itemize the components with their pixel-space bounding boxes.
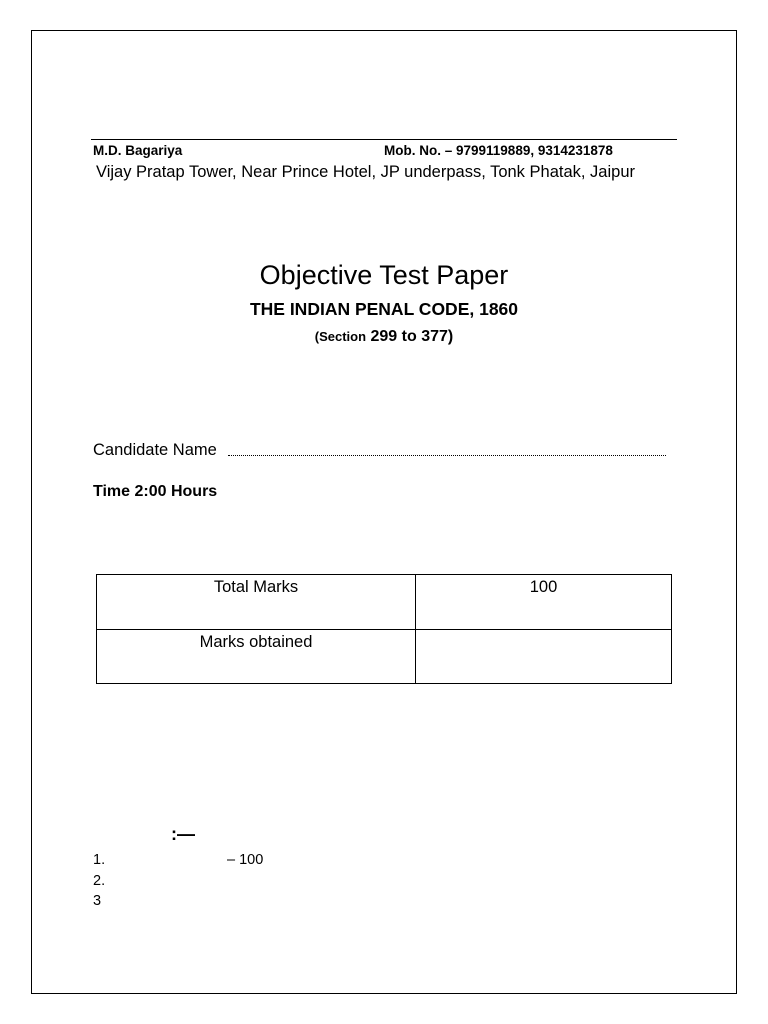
candidate-name-line <box>228 455 666 456</box>
instruction-text-1: – 100 <box>227 852 264 868</box>
section-range <box>0 326 768 348</box>
page-title: Objective Test Paper <box>259 260 509 290</box>
instructions-heading: :— <box>171 824 195 844</box>
total-marks-value: 100 <box>416 575 672 630</box>
table-row <box>97 575 672 630</box>
marks-obtained-value[interactable] <box>416 629 672 684</box>
instruction-number-2: 2. <box>93 873 106 889</box>
marks-table <box>96 574 672 684</box>
author-name: M.D. Bagariya <box>93 143 183 158</box>
section-open: (Section <box>314 329 367 344</box>
candidate-name-label: Candidate Name <box>93 441 217 459</box>
marks-obtained-label: Marks obtained <box>97 629 416 684</box>
address: Vijay Pratap Tower, Near Prince Hotel, JP underpass, Tonk Phatak, Jaipur <box>96 163 635 181</box>
time-allowed: Time 2:00 Hours <box>93 483 218 500</box>
instruction-number-3: 3 <box>93 893 102 909</box>
mobile-number: Mob. No. – 9799119889, 9314231878 <box>384 143 613 158</box>
total-marks-label: Total Marks <box>97 575 416 630</box>
section-numbers: 299 to 377) <box>366 328 454 345</box>
header-rule <box>91 139 677 140</box>
subject-title: THE INDIAN PENAL CODE, 1860 <box>249 299 519 319</box>
table-row <box>97 629 672 684</box>
instruction-number-1: 1. <box>93 852 106 868</box>
